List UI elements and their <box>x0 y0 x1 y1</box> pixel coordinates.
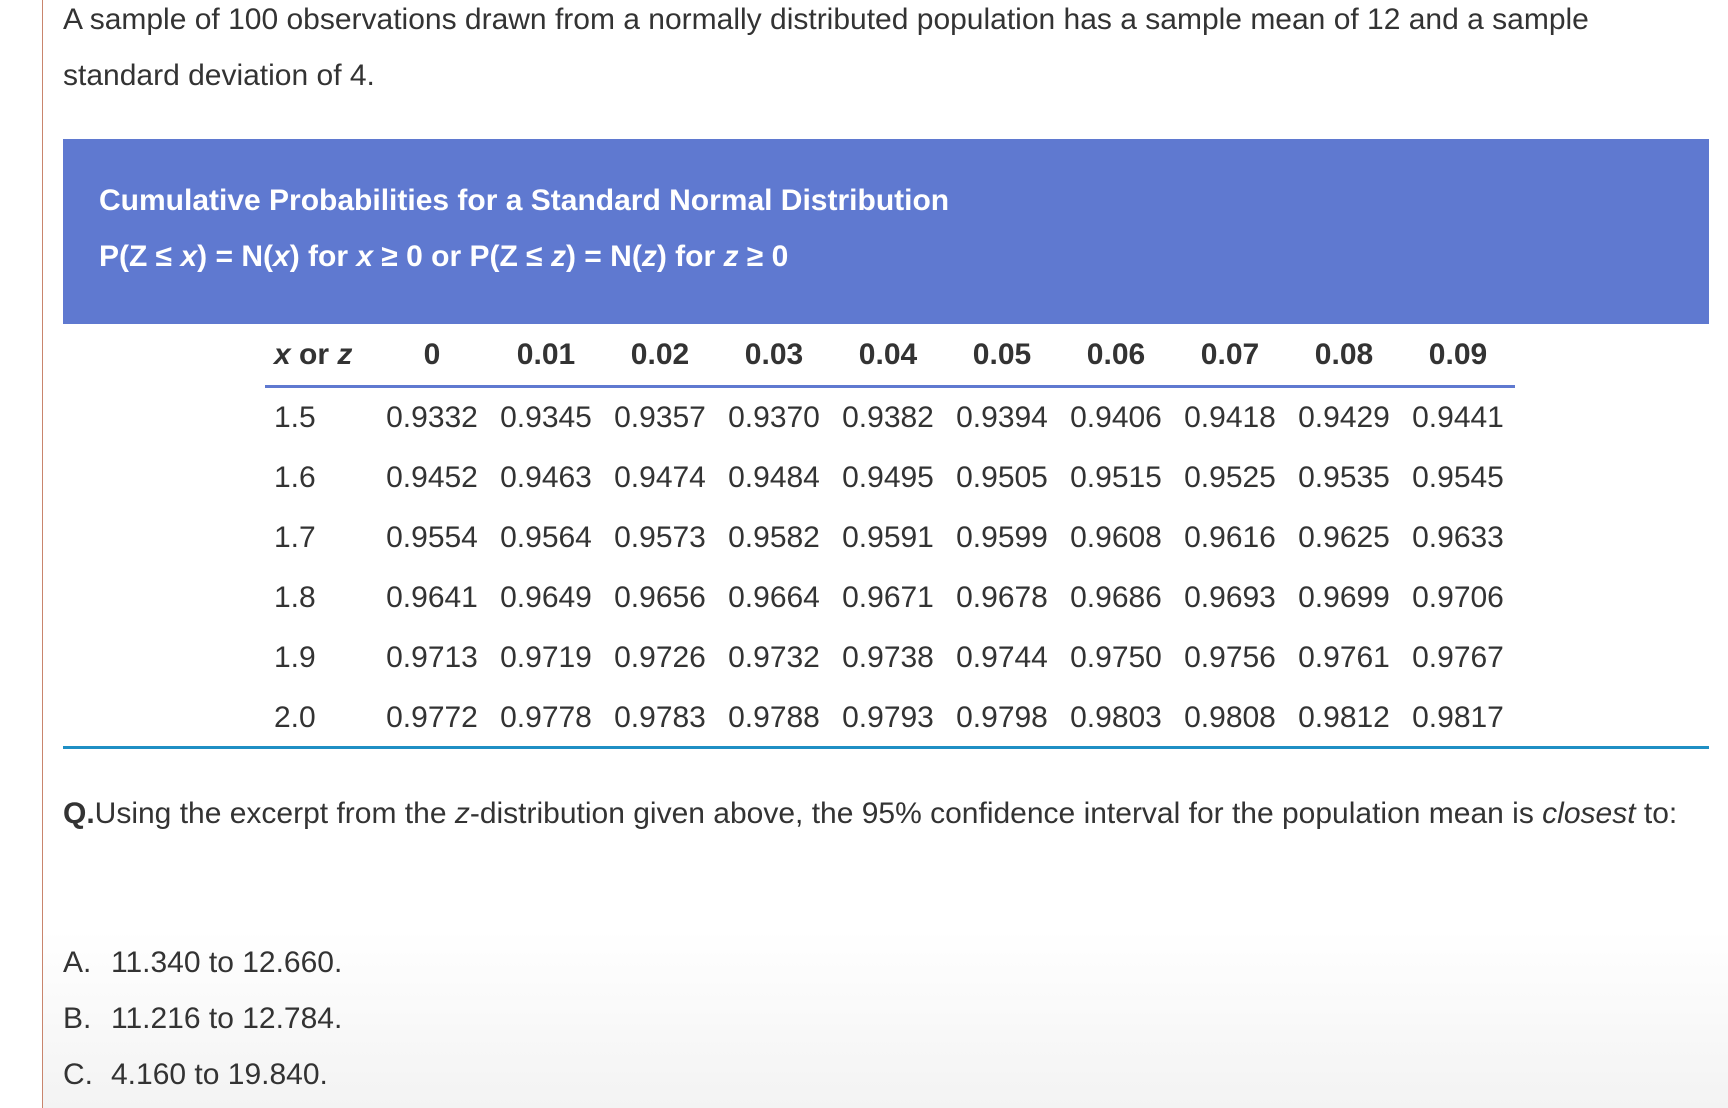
subtitle-part: ) for <box>289 240 357 273</box>
column-header: 0.04 <box>831 325 945 387</box>
table-cell: 0.9525 <box>1184 461 1276 494</box>
table-cell: 0.9484 <box>728 461 820 494</box>
table-cell: 0.9671 <box>842 581 934 614</box>
subtitle-part: ) = N( <box>197 240 273 273</box>
table-cell: 0.9719 <box>500 641 592 674</box>
option-text: 4.160 to 19.840. <box>111 1058 328 1091</box>
subtitle-part: P(Z ≤ <box>99 240 181 273</box>
subtitle-part: ≥ 0 <box>738 240 789 273</box>
subtitle-part: ) for <box>656 240 724 273</box>
table-cell: 0.9641 <box>386 581 478 614</box>
option-letter: C. <box>63 1058 93 1091</box>
subtitle-var-z: z <box>723 240 739 273</box>
table-cell: 0.9573 <box>614 521 706 554</box>
table-cell: 0.9382 <box>842 401 934 434</box>
table-subtitle <box>99 237 788 277</box>
z-table-wrapper <box>265 325 1515 748</box>
table-cell: 0.9808 <box>1184 701 1276 734</box>
column-header: 0.06 <box>1059 325 1173 387</box>
table-cell: 0.9515 <box>1070 461 1162 494</box>
table-cell: 0.9554 <box>386 521 478 554</box>
subtitle-part: ) = N( <box>565 240 642 273</box>
column-header: 0 <box>375 325 489 387</box>
table-cell: 0.9608 <box>1070 521 1162 554</box>
table-cell: 0.9591 <box>842 521 934 554</box>
row-label: 1.6 <box>274 461 316 494</box>
table-cell: 0.9599 <box>956 521 1048 554</box>
table-cell: 0.9778 <box>500 701 592 734</box>
table-cell: 0.9812 <box>1298 701 1390 734</box>
table-cell: 0.9699 <box>1298 581 1390 614</box>
table-cell: 0.9649 <box>500 581 592 614</box>
table-cell: 0.9505 <box>956 461 1048 494</box>
table-cell: 0.9474 <box>614 461 706 494</box>
option-letter: B. <box>63 1002 92 1035</box>
column-header: 0.03 <box>717 325 831 387</box>
subtitle-var-x: x <box>273 240 290 273</box>
table-cell: 0.9678 <box>956 581 1048 614</box>
subtitle-part: ≥ 0 or P(Z ≤ <box>373 240 551 273</box>
row-label: 1.7 <box>274 521 316 554</box>
z-table <box>265 325 1515 748</box>
table-cell: 0.9394 <box>956 401 1048 434</box>
table-cell: 0.9756 <box>1184 641 1276 674</box>
column-header: 0.08 <box>1287 325 1401 387</box>
table-cell: 0.9772 <box>386 701 478 734</box>
table-cell: 0.9429 <box>1298 401 1390 434</box>
table-cell: 0.9564 <box>500 521 592 554</box>
table-cell: 0.9761 <box>1298 641 1390 674</box>
question-text <box>63 786 1709 842</box>
subtitle-var-z: z <box>641 240 657 273</box>
question-part: to: <box>1635 797 1678 830</box>
row-label: 1.8 <box>274 581 316 614</box>
table-row <box>265 508 1515 568</box>
answer-option-a[interactable] <box>63 935 342 991</box>
table-cell: 0.9406 <box>1070 401 1162 434</box>
table-cell: 0.9726 <box>614 641 706 674</box>
table-header-banner <box>63 139 1709 324</box>
table-cell: 0.9633 <box>1412 521 1504 554</box>
table-bottom-divider <box>63 746 1709 749</box>
table-cell: 0.9803 <box>1070 701 1162 734</box>
column-header: 0.07 <box>1173 325 1287 387</box>
table-cell: 0.9686 <box>1070 581 1162 614</box>
table-row <box>265 628 1515 688</box>
answer-option-b[interactable] <box>63 991 342 1047</box>
answer-options <box>63 935 342 1103</box>
table-cell: 0.9817 <box>1412 701 1504 734</box>
z-table-body <box>265 387 1515 749</box>
header-var-x: x <box>274 338 291 371</box>
column-header: 0.02 <box>603 325 717 387</box>
question-part: Using the excerpt from the <box>94 797 455 830</box>
table-cell: 0.9616 <box>1184 521 1276 554</box>
table-cell: 0.9798 <box>956 701 1048 734</box>
table-cell: 0.9767 <box>1412 641 1504 674</box>
table-cell: 0.9582 <box>728 521 820 554</box>
z-table-header-row <box>265 325 1515 387</box>
table-row <box>265 387 1515 449</box>
option-text: 11.340 to 12.660. <box>111 946 343 979</box>
question-part: -distribution given above, the 95% confidence interval for the population mean is <box>469 797 1543 830</box>
table-cell: 0.9345 <box>500 401 592 434</box>
table-cell: 0.9452 <box>386 461 478 494</box>
subtitle-var-x: x <box>180 240 198 273</box>
question-var-z: z <box>454 797 470 830</box>
subtitle-var-z: z <box>550 240 566 273</box>
table-cell: 0.9357 <box>614 401 706 434</box>
column-header-x-or-z: x or z <box>265 325 375 387</box>
row-label: 1.5 <box>274 401 316 434</box>
table-cell: 0.9535 <box>1298 461 1390 494</box>
table-cell: 0.9732 <box>728 641 820 674</box>
table-cell: 0.9370 <box>728 401 820 434</box>
question-emphasis: closest <box>1542 797 1636 830</box>
table-cell: 0.9463 <box>500 461 592 494</box>
table-cell: 0.9656 <box>614 581 706 614</box>
question-label: Q. <box>63 797 95 830</box>
answer-option-c[interactable] <box>63 1047 342 1103</box>
table-cell: 0.9441 <box>1412 401 1504 434</box>
table-row <box>265 568 1515 628</box>
table-cell: 0.9332 <box>386 401 478 434</box>
table-row <box>265 688 1515 748</box>
row-label: 2.0 <box>274 701 316 734</box>
subtitle-var-x: x <box>356 240 374 273</box>
table-cell: 0.9693 <box>1184 581 1276 614</box>
row-label: 1.9 <box>274 641 316 674</box>
table-cell: 0.9545 <box>1412 461 1504 494</box>
table-cell: 0.9788 <box>728 701 820 734</box>
column-header: 0.09 <box>1401 325 1515 387</box>
page-panel <box>42 0 1728 1108</box>
intro-text: A sample of 100 observations drawn from a normally distributed population has a sample mean of 12 and a sample standard deviation of 4. <box>63 3 1589 92</box>
table-row <box>265 448 1515 508</box>
question-content <box>63 0 1709 1091</box>
table-cell: 0.9713 <box>386 641 478 674</box>
table-cell: 0.9738 <box>842 641 934 674</box>
option-text: 11.216 to 12.784. <box>111 1002 343 1035</box>
table-cell: 0.9664 <box>728 581 820 614</box>
option-letter: A. <box>63 946 92 979</box>
table-cell: 0.9495 <box>842 461 934 494</box>
table-title: Cumulative Probabilities for a Standard Normal Distribution <box>99 184 950 217</box>
table-cell: 0.9750 <box>1070 641 1162 674</box>
table-cell: 0.9625 <box>1298 521 1390 554</box>
table-cell: 0.9706 <box>1412 581 1504 614</box>
table-cell: 0.9418 <box>1184 401 1276 434</box>
table-cell: 0.9744 <box>956 641 1048 674</box>
column-header: 0.01 <box>489 325 603 387</box>
table-cell: 0.9793 <box>842 701 934 734</box>
column-header: 0.05 <box>945 325 1059 387</box>
table-cell: 0.9783 <box>614 701 706 734</box>
header-var-z: z <box>337 338 353 371</box>
